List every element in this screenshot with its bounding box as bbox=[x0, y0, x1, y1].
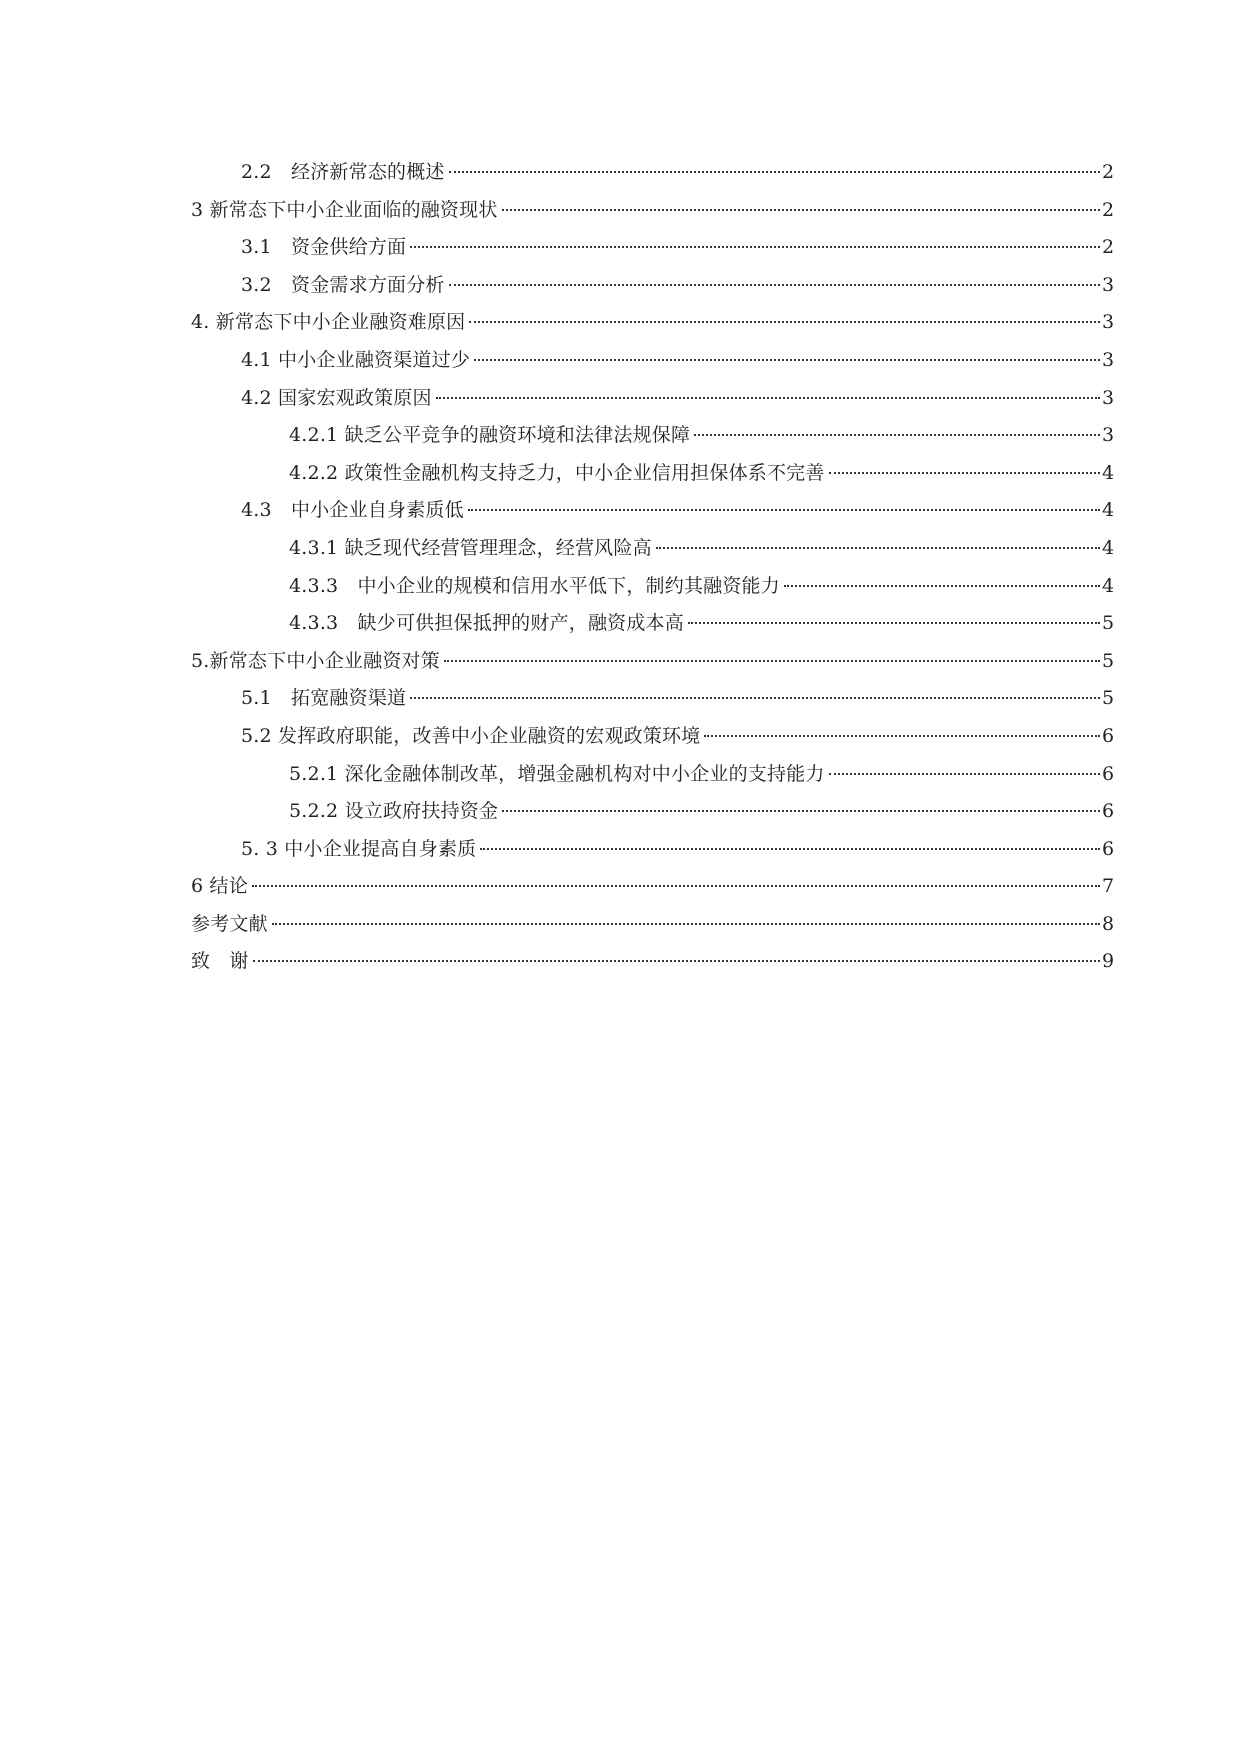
toc-page-number: 6 bbox=[1102, 762, 1115, 785]
toc-entry[interactable] bbox=[191, 568, 1114, 606]
toc-dot-leader bbox=[694, 434, 1100, 436]
table-of-contents bbox=[191, 154, 1114, 981]
toc-page-number: 5 bbox=[1102, 612, 1115, 635]
toc-dot-leader bbox=[449, 284, 1100, 286]
toc-entry[interactable] bbox=[191, 154, 1114, 192]
toc-dot-leader bbox=[502, 209, 1100, 211]
toc-page-number: 4 bbox=[1102, 574, 1115, 597]
toc-entry[interactable] bbox=[191, 229, 1114, 267]
toc-dot-leader bbox=[444, 660, 1100, 662]
toc-entry[interactable] bbox=[191, 192, 1114, 230]
toc-dot-leader bbox=[829, 472, 1100, 474]
toc-entry-title: 3.1 资金供给方面 bbox=[241, 236, 407, 259]
toc-entry[interactable] bbox=[191, 680, 1114, 718]
toc-dot-leader bbox=[784, 585, 1100, 587]
toc-dot-leader bbox=[704, 735, 1100, 737]
toc-entry[interactable] bbox=[191, 793, 1114, 831]
toc-entry[interactable] bbox=[191, 718, 1114, 756]
toc-page-number: 7 bbox=[1102, 875, 1115, 898]
toc-entry-title: 2.2 经济新常态的概述 bbox=[241, 161, 445, 183]
toc-entry[interactable] bbox=[191, 831, 1114, 869]
toc-dot-leader bbox=[410, 246, 1100, 248]
toc-entry-title: 5.2.2 设立政府扶持资金 bbox=[289, 800, 499, 823]
toc-entry[interactable] bbox=[191, 455, 1114, 493]
toc-page-number: 2 bbox=[1102, 198, 1115, 221]
toc-page-number: 3 bbox=[1102, 424, 1115, 447]
toc-dot-leader bbox=[468, 509, 1100, 511]
toc-entry[interactable] bbox=[191, 492, 1114, 530]
toc-entry-title: 5.2.1 深化金融体制改革，增强金融机构对中小企业的支持能力 bbox=[289, 762, 825, 785]
toc-page-number: 2 bbox=[1102, 161, 1115, 183]
toc-page-number: 8 bbox=[1102, 912, 1115, 935]
toc-page-number: 4 bbox=[1102, 461, 1115, 484]
toc-entry-title: 致 谢 bbox=[191, 950, 249, 973]
toc-dot-leader bbox=[436, 397, 1100, 399]
toc-entry-title: 5.新常态下中小企业融资对策 bbox=[191, 649, 440, 672]
toc-entry[interactable] bbox=[191, 342, 1114, 380]
toc-page-number: 2 bbox=[1102, 236, 1115, 259]
toc-page-number: 6 bbox=[1102, 800, 1115, 823]
toc-entry-title: 5. 3 中小企业提高自身素质 bbox=[241, 837, 477, 860]
toc-page-number: 5 bbox=[1102, 649, 1115, 672]
toc-entry[interactable] bbox=[191, 868, 1114, 906]
toc-page-number: 3 bbox=[1102, 273, 1115, 296]
toc-entry-title: 4.1 中小企业融资渠道过少 bbox=[241, 348, 471, 371]
toc-entry-title: 4.3 中小企业自身素质低 bbox=[241, 499, 464, 522]
toc-dot-leader bbox=[502, 810, 1100, 812]
toc-page-number: 3 bbox=[1102, 348, 1115, 371]
toc-dot-leader bbox=[469, 321, 1100, 323]
toc-dot-leader bbox=[253, 960, 1100, 962]
toc-entry[interactable] bbox=[191, 943, 1114, 981]
toc-entry[interactable] bbox=[191, 756, 1114, 794]
toc-dot-leader bbox=[829, 773, 1100, 775]
toc-entry-title: 4.3.1 缺乏现代经营管理理念，经营风险高 bbox=[289, 536, 652, 559]
toc-entry[interactable] bbox=[191, 380, 1114, 418]
toc-entry[interactable] bbox=[191, 906, 1114, 944]
toc-page-number: 3 bbox=[1102, 311, 1115, 334]
toc-dot-leader bbox=[688, 622, 1100, 624]
toc-entry[interactable] bbox=[191, 417, 1114, 455]
toc-entry-title: 4.2.1 缺乏公平竞争的融资环境和法律法规保障 bbox=[289, 424, 691, 447]
toc-entry-title: 5.2 发挥政府职能，改善中小企业融资的宏观政策环境 bbox=[241, 724, 701, 747]
toc-entry-title: 4.2.2 政策性金融机构支持乏力，中小企业信用担保体系不完善 bbox=[289, 461, 825, 484]
toc-entry-title: 3.2 资金需求方面分析 bbox=[241, 273, 445, 296]
toc-page-number: 6 bbox=[1102, 724, 1115, 747]
toc-entry[interactable] bbox=[191, 304, 1114, 342]
toc-page-number: 6 bbox=[1102, 837, 1115, 860]
toc-entry-title: 5.1 拓宽融资渠道 bbox=[241, 687, 407, 710]
toc-dot-leader bbox=[474, 359, 1100, 361]
toc-entry[interactable] bbox=[191, 267, 1114, 305]
toc-page-number: 5 bbox=[1102, 687, 1115, 710]
toc-entry-title: 6 结论 bbox=[191, 875, 248, 898]
toc-dot-leader bbox=[272, 923, 1100, 925]
toc-page-number: 3 bbox=[1102, 386, 1115, 409]
toc-dot-leader bbox=[252, 885, 1100, 887]
toc-entry[interactable] bbox=[191, 643, 1114, 681]
toc-page-number: 9 bbox=[1102, 950, 1115, 973]
toc-entry-title: 4.3.3 中小企业的规模和信用水平低下，制约其融资能力 bbox=[289, 574, 780, 597]
toc-dot-leader bbox=[480, 848, 1100, 850]
toc-page-number: 4 bbox=[1102, 536, 1115, 559]
toc-dot-leader bbox=[449, 171, 1100, 173]
toc-entry-title: 4.2 国家宏观政策原因 bbox=[241, 386, 432, 409]
toc-entry[interactable] bbox=[191, 605, 1114, 643]
toc-entry[interactable] bbox=[191, 530, 1114, 568]
toc-entry-title: 3 新常态下中小企业面临的融资现状 bbox=[191, 198, 498, 221]
toc-dot-leader bbox=[410, 697, 1100, 699]
toc-entry-title: 参考文献 bbox=[191, 912, 268, 935]
toc-entry-title: 4. 新常态下中小企业融资难原因 bbox=[191, 311, 466, 334]
toc-page-number: 4 bbox=[1102, 499, 1115, 522]
toc-entry-title: 4.3.3 缺少可供担保抵押的财产，融资成本高 bbox=[289, 612, 684, 635]
toc-dot-leader bbox=[656, 547, 1100, 549]
